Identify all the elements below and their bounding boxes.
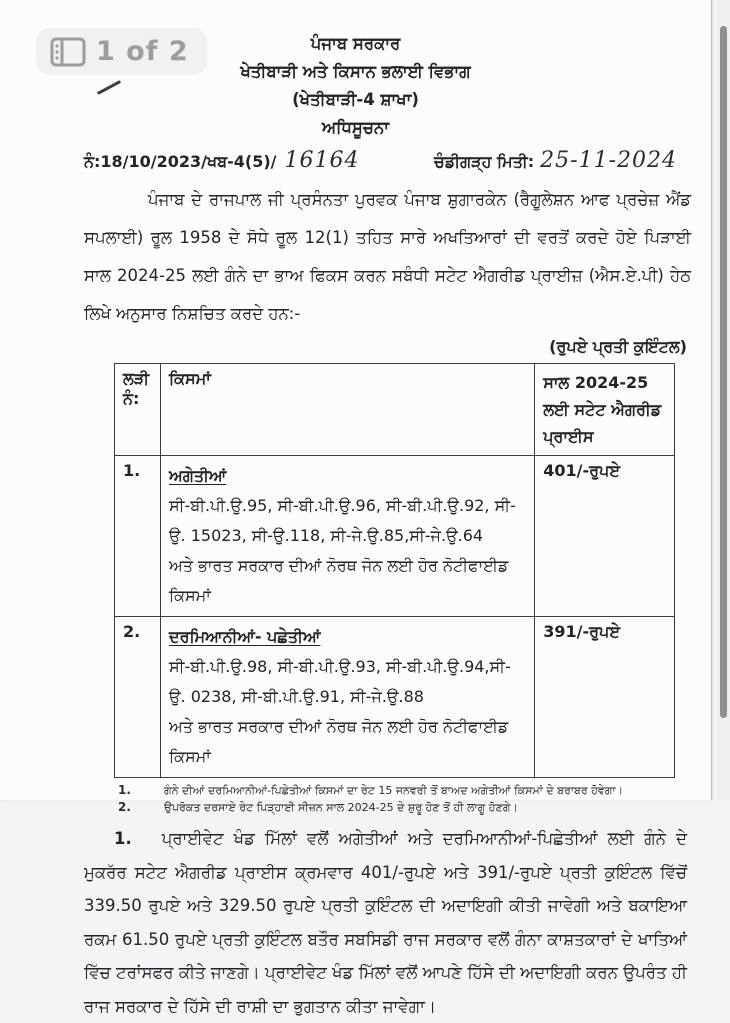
header-varieties: ਕਿਸਮਾਂ: [160, 364, 534, 456]
footnote-2: [118, 799, 711, 816]
header-branch: (ਖੇਤੀਬਾੜੀ-4 ਸ਼ਾਖਾ): [292, 90, 419, 109]
unit-note: (ਰੁਪਏ ਪ੍ਰਤੀ ਕੁਇੰਟਲ): [549, 337, 687, 356]
clause-1-text: ਪ੍ਰਾਈਵੇਟ ਖੰਡ ਮਿੱਲਾਂ ਵਲੋਂ ਅਗੇਤੀਆਂ ਅਤੇ ਦਰਮਿਆਨੀਆਂ-ਪਿਛੇਤੀਆਂ ਲਈ ਗੰਨੇ ਦੇ ਮੁਕਰੱਰ ਸਟੇਟ ਐਗਰੀਡ ਪ੍ਰਾਈਸ ਕ੍ਰਮਵਾਰ 401/-ਰੁਪਏ ਅਤੇ 391/-ਰੁਪਏ ਪ੍ਰਤੀ ਕੁਇੰਟਲ ਵਿੱਚੋਂ 339.50 ਰੁਪਏ ਅਤੇ 329.50 ਰੁਪਏ ਪ੍ਰਤੀ ਕੁਇੰਟਲ ਦੀ ਅਦਾਇਗੀ ਕੀਤੀ ਜਾਵੇਗੀ ਅਤੇ ਬਕਾਇਆ ਰਕਮ 61.50 ਰੁਪਏ ਪ੍ਰਤੀ ਕੁਇੰਟਲ ਬਤੌਰ ਸਬਸਿਡੀ ਰਾਜ ਸਰਕਾਰ ਵਲੋਂ ਗੰਨਾ ਕਾਸ਼ਤਕਾਰਾਂ ਦੇ ਖਾਤਿਆਂ ਵਿੱਚ ਟਰਾਂਸਫਰ ਕੀਤੇ ਜਾਣਗੇ। ਪ੍ਰਾਈਵੇਟ ਖੰਡ ਮਿੱਲਾਂ ਵਲੋਂ ਆਪਣੇ ਹਿੱਸੇ ਦੀ ਅਦਾਇਗੀ ਕਰਨ ਉਪਰੰਤ ਹੀ ਰਾਜ ਸਰਕਾਰ ਦੇ ਹਿੱਸੇ ਦੀ ਰਾਸ਼ੀ ਦਾ ਭੁਗਤਾਨ ਕੀਤਾ ਜਾਵੇਗਾ।: [84, 829, 687, 1016]
row2-price: 391/-ਰੁਪਏ: [535, 617, 675, 778]
clause-1-number: 1.: [114, 829, 132, 848]
footnote-1-num: 1.: [118, 783, 131, 797]
row1-variety-list: ਸੀ-ਬੀ.ਪੀ.ਉ.95, ਸੀ-ਬੀ.ਪੀ.ਉ.96, ਸੀ-ਬੀ.ਪੀ.ਉ.92, ਸੀ-ਉ. 15023, ਸੀ-ਉ.118, ਸੀ-ਜੇ.ਉ.85,ਸੀ-ਜੇ.ਉ.64: [168, 496, 516, 545]
row2-serial: 2.: [115, 617, 161, 778]
page-indicator-label: 1 of 2: [96, 36, 189, 67]
row2-variety-list: ਸੀ-ਬੀ.ਪੀ.ਉ.98, ਸੀ-ਬੀ.ਪੀ.ਉ.93, ਸੀ-ਬੀ.ਪੀ.ਉ.94,ਸੀ-ਉ. 0238, ਸੀ-ਬੀ.ਪੀ.ਉ.91, ਸੀ-ਜੇ.ਉ.88: [168, 657, 511, 706]
footnote-2-text: ਉਪਰੋਕਤ ਦਰਸਾਏ ਰੇਟ ਪਿੜ੍ਹਾਈ ਸੀਜ਼ਨ ਸਾਲ 2024-25 ਦੇ ਸ਼ੁਰੂ ਹੋਣ ਤੋਂ ਹੀ ਲਾਗੂ ਹੋਣਗੇ।: [164, 801, 518, 814]
reference-number-label: ਨੰ:18/10/2023/ਖਬ-4(5)/: [84, 152, 277, 171]
place-date-label: ਚੰਡੀਗੜ੍ਹ ਮਿਤੀ:: [434, 152, 535, 171]
header-notification-title: ਅਧਿਸੂਚਨਾ: [321, 118, 390, 137]
price-table: [114, 363, 675, 778]
header-price: ਸਾਲ 2024-25 ਲਈ ਸਟੇਟ ਐਗਰੀਡ ਪ੍ਰਾਈਸ: [535, 364, 675, 456]
reference-number: [84, 148, 360, 173]
header-serial: ਲੜੀ ਨੰ:: [115, 364, 161, 456]
reference-number-handwritten: 16164: [284, 148, 360, 173]
row1-serial: 1.: [115, 456, 161, 617]
scrollbar-thumb[interactable]: [720, 26, 727, 718]
footnote-1: [118, 782, 711, 799]
page-indicator-badge[interactable]: [36, 28, 207, 75]
intro-paragraph: ਪੰਜਾਬ ਦੇ ਰਾਜਪਾਲ ਜੀ ਪ੍ਰਸੰਨਤਾ ਪੁਰਵਕ ਪੰਜਾਬ ਸ਼ੁਗਾਰਕੇਨ (ਰੈਗੂਲੇਸ਼ਨ ਆਫ ਪ੍ਰਚੇਜ਼ ਐਂਡ ਸਪਲਾਈ) ਰੂਲ 1958 ਦੇ ਸੋਧੇ ਰੂਲ 12(1) ਤਹਿਤ ਸਾਰੇ ਅਖਤਿਆਰਾਂ ਦੀ ਵਰਤੋਂ ਕਰਦੇ ਹੋਏ ਪਿੜਾਈ ਸਾਲ 2024-25 ਲਈ ਗੰਨੇ ਦਾ ਭਾਅ ਫਿਕਸ ਕਰਨ ਸਬੰਧੀ ਸਟੇਟ ਐਗਰੀਡ ਪ੍ਰਾਈਜ਼ (ਐਸ.ਏ.ਪੀ) ਹੇਠ ਲਿਖੇ ਅਨੁਸਾਰ ਨਿਸ਼ਚਿਤ ਕਰਦੇ ਹਨ:-: [84, 190, 691, 323]
table-row: [115, 456, 675, 617]
footnote-2-num: 2.: [118, 800, 131, 814]
place-date: [434, 148, 677, 173]
date-handwritten: 25-11-2024: [540, 148, 677, 173]
header-govt-title: ਪੰਜਾਬ ਸਰਕਾਰ: [310, 34, 401, 53]
pages-icon: [50, 37, 86, 67]
scrollbar-track[interactable]: [718, 0, 730, 800]
reference-row: [0, 142, 711, 173]
row1-note: ਅਤੇ ਭਾਰਤ ਸਰਕਾਰ ਦੀਆਂ ਨੋਰਥ ਜੋਨ ਲਈ ਹੋਰ ਨੋਟੀਫਾਈਡ ਕਿਸਮਾਂ: [168, 556, 509, 605]
row1-category-title: ਅਗੇਤੀਆਂ: [168, 466, 227, 485]
footnotes: [118, 782, 711, 816]
footnote-1-text: ਗੰਨੇ ਦੀਆਂ ਦਰਮਿਆਨੀਆਂ-ਪਿਛੇਤੀਆਂ ਕਿਸਮਾਂ ਦਾ ਰੇਟ 15 ਜਨਵਰੀ ਤੋਂ ਬਾਅਦ ਅਗੇਤੀਆਂ ਕਿਸਮਾਂ ਦੇ ਬਰਾਬਰ ਹੋਵੇਗਾ।: [164, 784, 624, 797]
row2-category-title: ਦਰਮਿਆਨੀਆਂ- ਪਛੇਤੀਆਂ: [168, 627, 321, 646]
row1-price: 401/-ਰੁਪਏ: [535, 456, 675, 617]
price-table-header-row: [115, 364, 675, 456]
row1-varieties: [160, 456, 534, 617]
clause-1-paragraph: [84, 822, 687, 1023]
row2-note: ਅਤੇ ਭਾਰਤ ਸਰਕਾਰ ਦੀਆਂ ਨੋਰਥ ਜੋਨ ਲਈ ਹੋਰ ਨੋਟੀਫਾਈਡ ਕਿਸਮਾਂ: [168, 717, 509, 766]
table-row: [115, 617, 675, 778]
row2-varieties: [160, 617, 534, 778]
header-department: ਖੇਤੀਬਾੜੀ ਅਤੇ ਕਿਸਾਨ ਭਲਾਈ ਵਿਭਾਗ: [240, 62, 471, 81]
